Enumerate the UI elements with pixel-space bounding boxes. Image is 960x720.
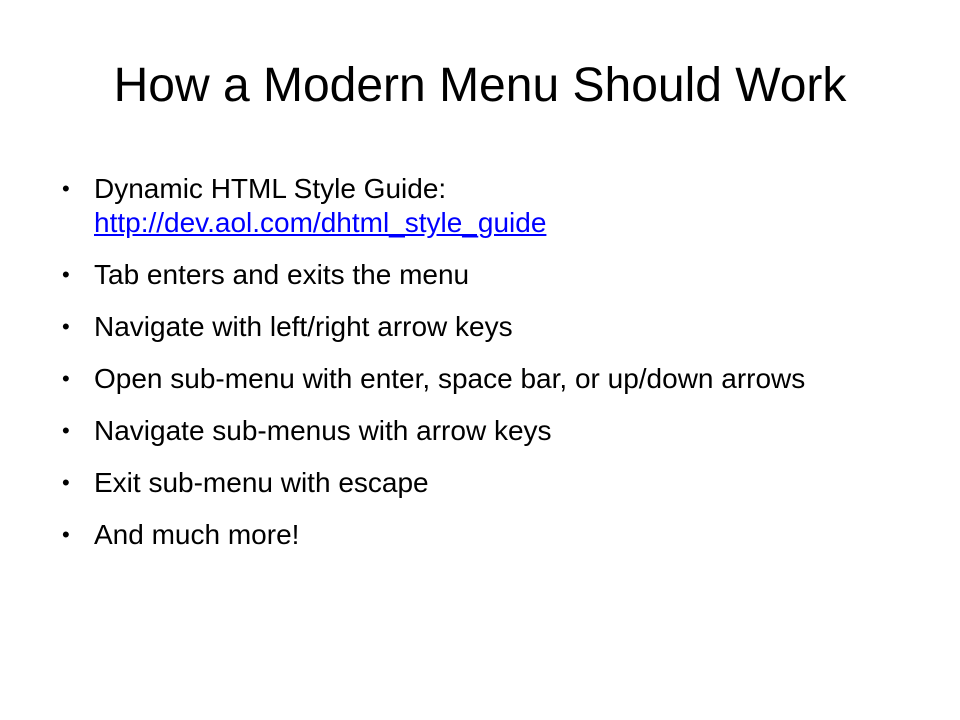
bullet-dot-icon: •	[62, 366, 70, 391]
bullet-text: Open sub-menu with enter, space bar, or up/down arrows	[94, 363, 806, 394]
style-guide-link[interactable]: http://dev.aol.com/dhtml_style_guide	[94, 207, 547, 238]
bullet-text: Dynamic HTML Style Guide:	[94, 173, 447, 204]
bullet-text: Tab enters and exits the menu	[94, 259, 470, 290]
bullet-item-tab	[58, 258, 898, 292]
slide-title: How a Modern Menu Should Work	[113, 59, 847, 112]
bullet-dot-icon: •	[62, 522, 70, 547]
bullet-text: Exit sub-menu with escape	[94, 467, 429, 498]
bullet-text: Navigate sub-menus with arrow keys	[94, 415, 552, 446]
bullet-dot-icon: •	[62, 262, 70, 287]
bullet-item-open-submenu	[58, 362, 898, 396]
bullet-dot-icon: •	[62, 470, 70, 495]
bullet-item-navigate-submenus	[58, 414, 898, 448]
bullet-dot-icon: •	[62, 314, 70, 339]
bullet-item-style-guide	[58, 172, 898, 240]
bullet-text: And much more!	[94, 519, 300, 550]
bullet-dot-icon: •	[62, 176, 70, 201]
bullet-item-much-more	[58, 518, 898, 552]
bullet-dot-icon: •	[62, 418, 70, 443]
bullet-item-navigate-arrows	[58, 310, 898, 344]
bullet-item-exit-submenu	[58, 466, 898, 500]
bullet-list	[58, 172, 898, 570]
bullet-text: Navigate with left/right arrow keys	[94, 311, 513, 342]
